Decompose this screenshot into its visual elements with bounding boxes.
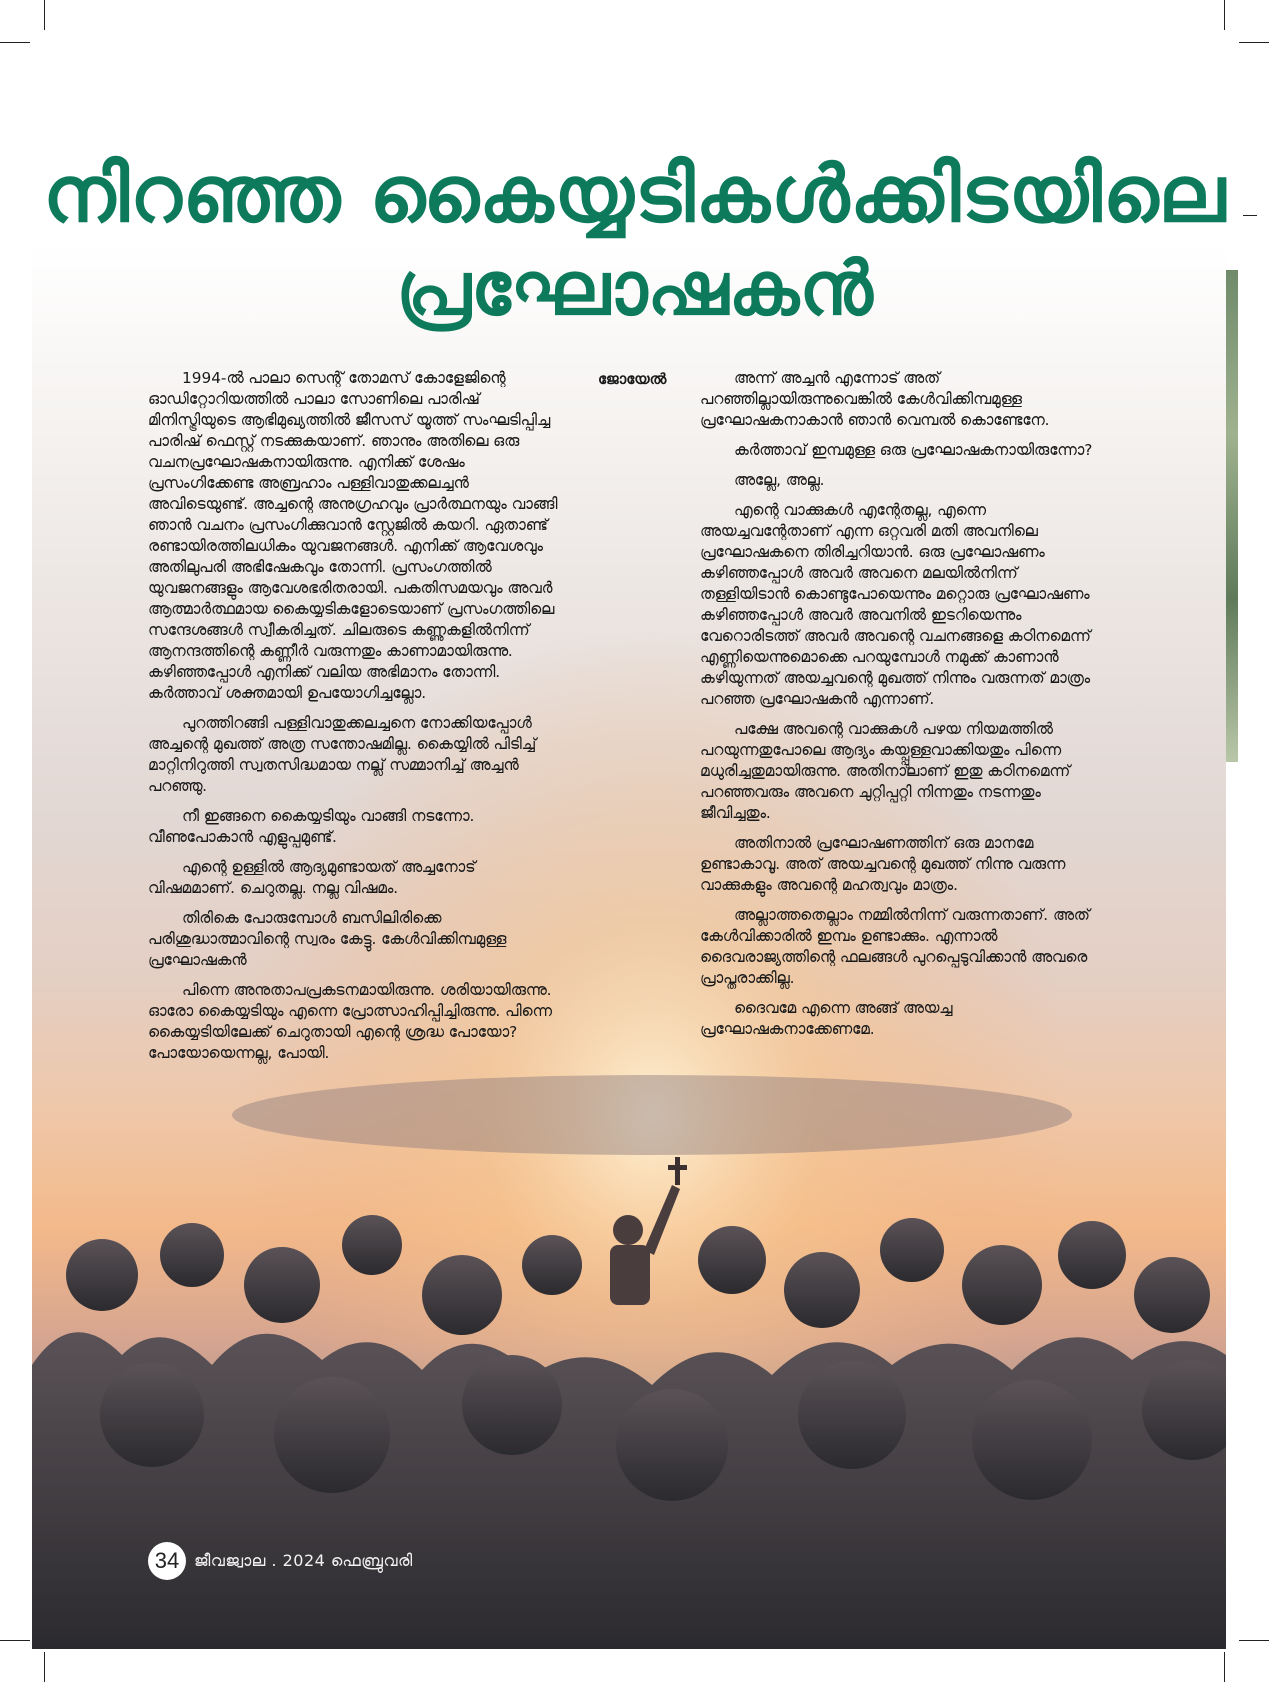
page-title: നിറഞ്ഞ കൈയ്യടികൾക്കിടയിലെ — [42, 150, 1227, 240]
page-title-line2: പ്രഘോഷകൻ — [396, 246, 873, 332]
paragraph: കർത്താവ് ഇമ്പമുള്ള ഒരു പ്രഘോഷകനായിരുന്നോ? — [734, 441, 1093, 459]
author-name: ജോയേൽ — [598, 370, 667, 388]
crop-mark — [1239, 42, 1269, 43]
crop-mark — [1224, 1652, 1225, 1682]
side-photo-strip — [1226, 270, 1238, 762]
paragraph: പക്ഷേ അവന്റെ വാക്കുകൾ പഴയ നിയമത്തിൽ പറയുന്നതുപോലെ ആദ്യം കയ്പ്പുള്ളവാക്കിയതും പിന്നെ മധുരിച്ചതുമായിരുന്നു. അതിനാലാണ് ഇതു കഠിനമെന്ന് പറഞ്ഞവരും അവനെ ചുറ്റിപ്പറ്റി നിന്നതും നടന്നതും ജീവിച്ചതും. — [700, 720, 1071, 822]
left-column — [148, 368, 560, 1073]
paragraph: അതിനാൽ പ്രഘോഷണത്തിന് ഒരു മാനമേ ഉണ്ടാകാവൂ. അത് അയച്ചവന്റെ മുഖത്ത് നിന്നു വരുന്ന വാക്കുകളും അവന്റെ മഹത്വവും മാത്രം. — [700, 834, 1066, 894]
paragraph: നീ ഇങ്ങനെ കൈയ്യടിയും വാങ്ങി നടന്നോ. വീണുപോകാൻ എളുപ്പമുണ്ട്. — [148, 807, 475, 846]
crop-mark — [1224, 0, 1225, 30]
publication-info: ജീവജ്വാല . 2024 ഫെബ്രുവരി — [194, 1551, 413, 1570]
crop-mark — [44, 0, 45, 30]
page-number: 34 — [148, 1542, 186, 1580]
crop-mark — [1239, 1640, 1269, 1641]
paragraph: ദൈവമേ എന്നെ അങ്ങ് അയച്ച പ്രഘോഷകനാക്കേണമേ. — [700, 999, 953, 1038]
paragraph: എന്റെ ഉള്ളിൽ ആദ്യമുണ്ടായത് അച്ചനോട് വിഷമമാണ്. ചെറുതല്ല. നല്ല വിഷമം. — [148, 858, 476, 897]
paragraph: പുറത്തിറങ്ങി പള്ളിവാതുക്കലച്ചനെ നോക്കിയപ്പോൾ അച്ചന്റെ മുഖത്ത് അത്ര സന്തോഷമില്ല. കൈയ്യിൽ പിടിച്ച് മാറ്റിനിറുത്തി സ്വതസിദ്ധമായ നല്ല് സമ്മാനിച്ച് അച്ചൻ പറഞ്ഞു. — [148, 714, 537, 795]
paragraph: തിരികെ പോരുമ്പോൾ ബസിലിരിക്കെ പരിശുദ്ധാത്മാവിന്റെ സ്വരം കേട്ടു. കേൾവിക്കിമ്പമുള്ള പ്രഘോഷകൻ — [148, 909, 507, 969]
paragraph: അല്ലാത്തതെല്ലാം നമ്മിൽനിന്ന് വരുന്നതാണ്. അത് കേൾവിക്കാരിൽ ഇമ്പം ഉണ്ടാക്കും. എന്നാൽ ദൈവരാജ്യത്തിന്റെ ഫലങ്ങൾ പുറപ്പെടുവിക്കാൻ അവരെ പ്രാപ്തരാക്കില്ല. — [700, 906, 1090, 987]
crop-mark — [0, 1640, 30, 1641]
right-column — [700, 368, 1110, 1049]
crop-mark — [44, 1652, 45, 1682]
crop-mark — [0, 42, 30, 43]
paragraph: എന്റെ വാക്കുകൾ എന്റേതല്ല, എന്നെ അയച്ചവന്റേതാണ് എന്ന ഒറ്റവരി മതി അവനിലെ പ്രഘോഷകനെ തിരിച്ചറിയാൻ. ഒരു പ്രഘോഷണം കഴിഞ്ഞപ്പോൾ അവർ അവനെ മലയിൽനിന്ന് തള്ളിയിടാൻ കൊണ്ടുപോയെന്നും മറ്റൊരു പ്രഘോഷണം കഴിഞ്ഞപ്പോൾ അവർ അവനിൽ ഇടറിയെന്നും വേറൊരിടത്ത് അവർ അവന്റെ വചനങ്ങളെ കഠിനമെന്ന് എണ്ണിയെന്നുമൊക്കെ പറയുമ്പോൾ നമുക്ക് കാണാൻ കഴിയുന്നത് അയച്ചവന്റെ മുഖത്ത് നിന്നും വരുന്നത് മാത്രം പറഞ്ഞ പ്രഘോഷകൻ എന്നാണ്. — [700, 501, 1091, 708]
page-footer — [148, 1542, 413, 1580]
paragraph: അല്ലേ, അല്ല. — [734, 471, 825, 489]
paragraph: അന്ന് അച്ചൻ എന്നോട് അത് പറഞ്ഞില്ലായിരുന്നുവെങ്കിൽ കേൾവിക്കിമ്പമുള്ള പ്രഘോഷകനാകാൻ ഞാൻ വെമ്പൽ കൊണ്ടേനേ. — [700, 369, 1050, 429]
paragraph: 1994-ൽ പാലാ സെന്റ് തോമസ് കോളേജിന്റെ ഓഡിറ്റോറിയത്തിൽ പാലാ സോണിലെ പാരിഷ് മിനിസ്ട്രിയുടെ ആഭിമുഖ്യത്തിൽ ജീസസ് യൂത്ത് സംഘടിപ്പിച്ച പാരിഷ് ഫെസ്റ്റ് നടക്കുകയാണ്. ഞാനും അതിലെ ഒരു വചനപ്രഘോഷകനായിരുന്നു. എനിക്ക് ശേഷം പ്രസംഗിക്കേണ്ട അബ്രഹാം പള്ളിവാതുക്കലച്ചൻ അവിടെയുണ്ട്. അച്ചന്റെ അനുഗ്രഹവും പ്രാർത്ഥനയും വാങ്ങി ഞാൻ വചനം പ്രസംഗിക്കുവാൻ സ്റ്റേജിൽ കയറി. ഏതാണ്ട് രണ്ടായിരത്തിലധികം യുവജനങ്ങൾ. എനിക്ക് ആവേശവും അതിലുപരി അഭിഷേകവും തോന്നി. പ്രസംഗത്തിൽ യുവജനങ്ങളും ആവേശഭരിതരായി. പകതിസമയവും അവർ ആത്മാർത്ഥമായ കൈയ്യടികളോടെയാണ് പ്രസംഗത്തിലെ സന്ദേശങ്ങൾ സ്വീകരിച്ചത്. ചിലരുടെ കണ്ണുകളിൽനിന്ന് ആനന്ദത്തിന്റെ കണ്ണീർ വരുന്നതും കാണാമായിരുന്നു. കഴിഞ്ഞപ്പോൾ എനിക്ക് വലിയ അഭിമാനം തോന്നി. കർത്താവ് ശക്തമായി ഉപയോഗിച്ചല്ലോ. — [148, 369, 558, 702]
paragraph: പിന്നെ അനുതാപപ്രകടനമായിരുന്നു. ശരിയായിരുന്നു. ഓരോ കൈയ്യടിയും എന്നെ പ്രോത്സാഹിപ്പിച്ചിരുന്നു. പിന്നെ കൈയ്യടിയിലേക്ക് ചെറുതായി എന്റെ ശ്രദ്ധ പോയോ? പോയോയെന്നല്ല, പോയി. — [148, 981, 552, 1062]
